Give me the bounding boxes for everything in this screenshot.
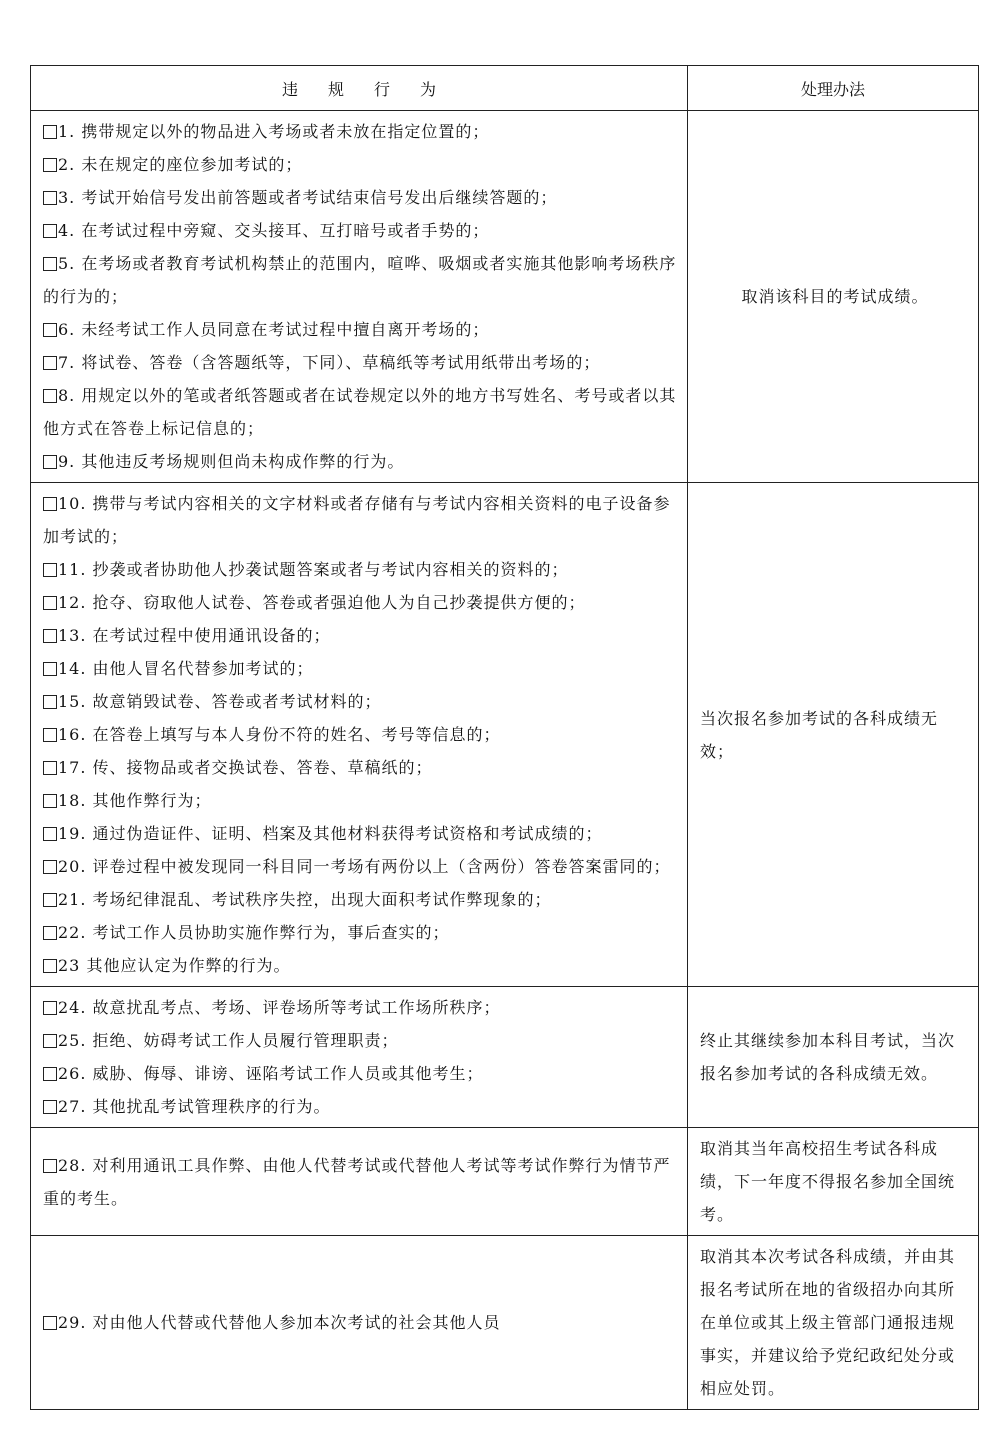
- checkbox-icon[interactable]: [43, 728, 57, 742]
- list-item: 7. 将试卷、答卷（含答题纸等，下同）、草稿纸等考试用纸带出考场的；: [43, 346, 681, 379]
- checkbox-icon[interactable]: [43, 158, 57, 172]
- checkbox-icon[interactable]: [43, 191, 57, 205]
- checkbox-icon[interactable]: [43, 1159, 57, 1173]
- checkbox-icon[interactable]: [43, 563, 57, 577]
- checkbox-icon[interactable]: [43, 1100, 57, 1114]
- checkbox-icon[interactable]: [43, 596, 57, 610]
- list-item: 19. 通过伪造证件、证明、档案及其他材料获得考试资格和考试成绩的；: [43, 817, 681, 850]
- list-item: 6. 未经考试工作人员同意在考试过程中擅自离开考场的；: [43, 313, 681, 346]
- list-item: 8. 用规定以外的笔或者纸答题或者在试卷规定以外的地方书写姓名、考号或者以其他方式在答卷上标记信息的；: [43, 386, 677, 438]
- checkbox-icon[interactable]: [43, 695, 57, 709]
- header-handling: 处理办法: [688, 66, 979, 111]
- list-item: 11. 抄袭或者协助他人抄袭试题答案或者与考试内容相关的资料的；: [43, 553, 681, 586]
- list-item: 10. 携带与考试内容相关的文字材料或者存储有与考试内容相关资料的电子设备参加考试的；: [43, 494, 671, 546]
- group-4-violations: [31, 1128, 688, 1236]
- checkbox-icon[interactable]: [43, 1316, 57, 1330]
- checkbox-icon[interactable]: [43, 959, 57, 973]
- group-2-penalty: 当次报名参加考试的各科成绩无效；: [688, 483, 979, 987]
- checkbox-icon[interactable]: [43, 224, 57, 238]
- group-4-row: [31, 1128, 979, 1236]
- group-5-row: [31, 1236, 979, 1410]
- header-violation: 违规行为: [31, 66, 688, 111]
- checkbox-icon[interactable]: [43, 794, 57, 808]
- group-1-violations: [31, 111, 688, 483]
- checkbox-icon[interactable]: [43, 356, 57, 370]
- list-item: 13. 在考试过程中使用通讯设备的；: [43, 619, 681, 652]
- checkbox-icon[interactable]: [43, 860, 57, 874]
- checkbox-icon[interactable]: [43, 761, 57, 775]
- checkbox-icon[interactable]: [43, 1067, 57, 1081]
- list-item: 2. 未在规定的座位参加考试的；: [43, 148, 681, 181]
- list-item: 23 其他应认定为作弊的行为。: [43, 949, 681, 982]
- group-2-violations: [31, 483, 688, 987]
- group-4-penalty: 取消其当年高校招生考试各科成绩，下一年度不得报名参加全国统考。: [688, 1128, 979, 1236]
- group-3-violations: [31, 987, 688, 1128]
- list-item: 12. 抢夺、窃取他人试卷、答卷或者强迫他人为自己抄袭提供方便的；: [43, 586, 681, 619]
- list-item: 29. 对由他人代替或代替他人参加本次考试的社会其他人员: [43, 1306, 681, 1339]
- group-1-penalty: 取消该科目的考试成绩。: [688, 111, 979, 483]
- group-1-row: [31, 111, 979, 483]
- group-5-penalty: 取消其本次考试各科成绩，并由其报名考试所在地的省级招办向其所在单位或其上级主管部门通报违规事实，并建议给予党纪政纪处分或相应处罚。: [688, 1236, 979, 1410]
- list-item: 15. 故意销毁试卷、答卷或者考试材料的；: [43, 685, 681, 718]
- list-item: 24. 故意扰乱考点、考场、评卷场所等考试工作场所秩序；: [43, 991, 681, 1024]
- checkbox-icon[interactable]: [43, 257, 57, 271]
- checkbox-icon[interactable]: [43, 1034, 57, 1048]
- list-item: 18. 其他作弊行为；: [43, 784, 681, 817]
- checkbox-icon[interactable]: [43, 926, 57, 940]
- list-item: 1. 携带规定以外的物品进入考场或者未放在指定位置的；: [43, 115, 681, 148]
- list-item: 3. 考试开始信号发出前答题或者考试结束信号发出后继续答题的；: [43, 181, 681, 214]
- list-item: 5. 在考场或者教育考试机构禁止的范围内，喧哗、吸烟或者实施其他影响考场秩序的行为的；: [43, 254, 677, 306]
- list-item: 4. 在考试过程中旁窥、交头接耳、互打暗号或者手势的；: [43, 214, 681, 247]
- list-item: 14. 由他人冒名代替参加考试的；: [43, 652, 681, 685]
- group-5-violations: [31, 1236, 688, 1410]
- checkbox-icon[interactable]: [43, 323, 57, 337]
- violation-rules-table: [30, 65, 979, 1410]
- list-item: 28. 对利用通讯工具作弊、由他人代替考试或代替他人考试等考试作弊行为情节严重的考生。: [43, 1155, 671, 1208]
- group-3-row: [31, 987, 979, 1128]
- checkbox-icon[interactable]: [43, 455, 57, 469]
- checkbox-icon[interactable]: [43, 1001, 57, 1015]
- checkbox-icon[interactable]: [43, 827, 57, 841]
- group-2-row: [31, 483, 979, 987]
- checkbox-icon[interactable]: [43, 629, 57, 643]
- list-item: 21. 考场纪律混乱、考试秩序失控，出现大面积考试作弊现象的；: [43, 883, 681, 916]
- list-item: 20. 评卷过程中被发现同一科目同一考场有两份以上（含两份）答卷答案雷同的；: [43, 850, 681, 883]
- group-3-penalty: 终止其继续参加本科目考试，当次报名参加考试的各科成绩无效。: [688, 987, 979, 1128]
- list-item: 16. 在答卷上填写与本人身份不符的姓名、考号等信息的；: [43, 718, 681, 751]
- header-row: [31, 66, 979, 111]
- list-item: 9. 其他违反考场规则但尚未构成作弊的行为。: [43, 445, 681, 478]
- list-item: 27. 其他扰乱考试管理秩序的行为。: [43, 1090, 681, 1123]
- checkbox-icon[interactable]: [43, 893, 57, 907]
- list-item: 17. 传、接物品或者交换试卷、答卷、草稿纸的；: [43, 751, 681, 784]
- checkbox-icon[interactable]: [43, 389, 57, 403]
- checkbox-icon[interactable]: [43, 125, 57, 139]
- list-item: 25. 拒绝、妨碍考试工作人员履行管理职责；: [43, 1024, 681, 1057]
- list-item: 26. 威胁、侮辱、诽谤、诬陷考试工作人员或其他考生；: [43, 1057, 681, 1090]
- list-item: 22. 考试工作人员协助实施作弊行为，事后查实的；: [43, 916, 681, 949]
- checkbox-icon[interactable]: [43, 497, 57, 511]
- checkbox-icon[interactable]: [43, 662, 57, 676]
